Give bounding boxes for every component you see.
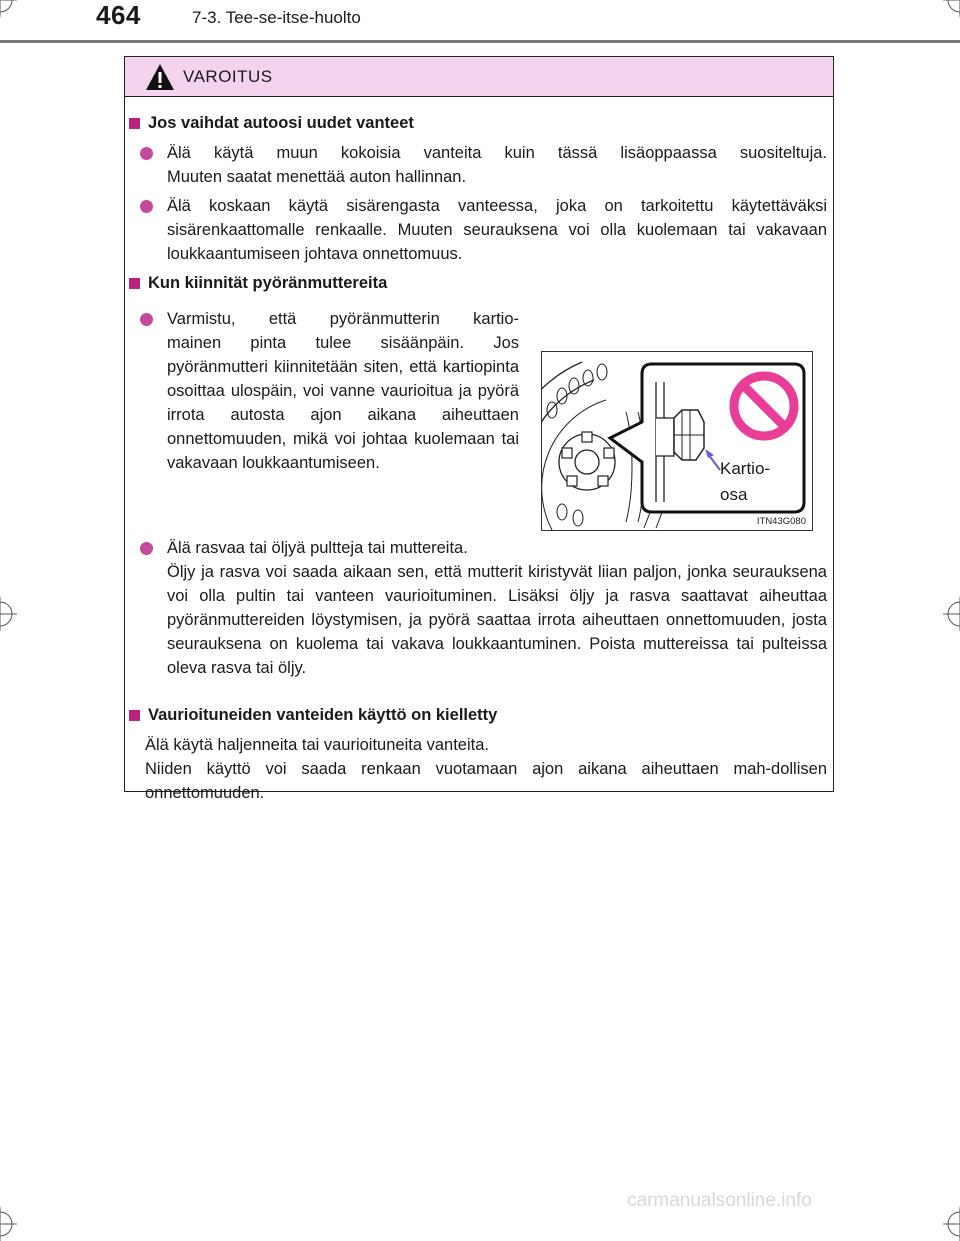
registration-mark-right-mid	[943, 597, 960, 631]
figure-code: ITN43G080	[756, 516, 806, 527]
section-heading-text: Vaurioituneiden vanteiden käyttö on kielletty	[148, 706, 498, 724]
round-bullet-icon	[140, 147, 153, 160]
section-heading-text: Jos vaihdat autoosi uudet vanteet	[148, 114, 414, 132]
round-bullet-icon	[140, 542, 153, 555]
registration-mark-top-left	[0, 0, 17, 17]
registration-mark-left-mid	[0, 597, 17, 631]
registration-mark-top-right	[943, 0, 960, 17]
paragraph: Öljy ja rasva voi saada aikaan sen, että mutterit kiristyvät liian paljon, jonka seurauksena voi olla pultin tai vanteen vaurioituminen. Lisäksi öljy ja rasva saattavat aiheuttaa pyöränmuttereiden löystymisen, ja pyörä saattaa irrota aiheuttaen onnettomuuden, josta seurauksena on kuolema tai vakava loukkaantuminen. Poista muttereissa tai pulteissa oleva rasva tai öljy.	[167, 563, 827, 677]
round-bullet-icon	[140, 200, 153, 213]
paragraph: Muuten saatat menettää auton hallinnan.	[167, 168, 467, 186]
round-bullet-icon	[140, 313, 153, 326]
paragraph: mainen pinta tulee sisäänpäin. Jos pyöränmutteri kiinnitetään siten, että kartiopinta osoittaa ulospäin, voi vanne vaurioitua ja pyörä irrota autosta ajon aikana aiheuttaen onnettomuuden, mikä voi johtaa kuolemaan tai vakavaan loukkaantumiseen.	[167, 334, 519, 472]
warning-triangle-icon	[145, 63, 175, 91]
warning-title: VAROITUS	[183, 66, 273, 86]
wheel-nut-figure	[541, 351, 813, 531]
page-number: 464	[96, 0, 141, 30]
square-bullet-icon	[129, 278, 140, 289]
paragraph-line: Älä käytä muun kokoisia vanteita kuin tässä lisäoppaassa suositeltuja.	[167, 144, 827, 162]
figure-label	[720, 456, 770, 508]
warning-header	[125, 57, 833, 97]
warning-box	[124, 56, 834, 802]
watermark: carmanualsonline.info	[627, 1190, 812, 1211]
section-heading	[129, 706, 497, 725]
paragraph-line: Älä rasvaa tai öljyä pultteja tai muttereita.	[167, 539, 468, 557]
section-heading-text: Kun kiinnität pyöränmuttereita	[148, 274, 388, 292]
figure-label-line2: osa	[720, 485, 748, 504]
registration-mark-bottom-left	[0, 1207, 17, 1241]
paragraph: sisärenkaattomalle renkaalle. Muuten seurauksena voi olla kuolemaan tai vakavaan loukkaantumiseen johtava onnettomuus.	[167, 221, 827, 263]
section-heading	[129, 114, 414, 133]
wheel-nut-illustration	[542, 352, 812, 530]
registration-mark-bottom-right	[943, 1207, 960, 1241]
section-title: 7-3. Tee-se-itse-huolto	[192, 8, 361, 27]
section-heading	[129, 274, 387, 293]
square-bullet-icon	[129, 710, 140, 721]
paragraph-line: Älä käytä haljenneita tai vaurioituneita vanteita.	[145, 736, 489, 754]
paragraph-line: Varmistu, että pyöränmutterin kartio-	[167, 310, 519, 328]
paragraph-line: Älä koskaan käytä sisärengasta vanteessa, joka on tarkoitettu käytettäväksi	[167, 197, 827, 215]
header-divider	[0, 40, 960, 43]
square-bullet-icon	[129, 118, 140, 129]
paragraph: Niiden käyttö voi saada renkaan vuotamaan ajon aikana aiheuttaen mah-dollisen onnettomuuden.	[145, 760, 827, 802]
figure-label-line1: Kartio-	[720, 459, 771, 478]
